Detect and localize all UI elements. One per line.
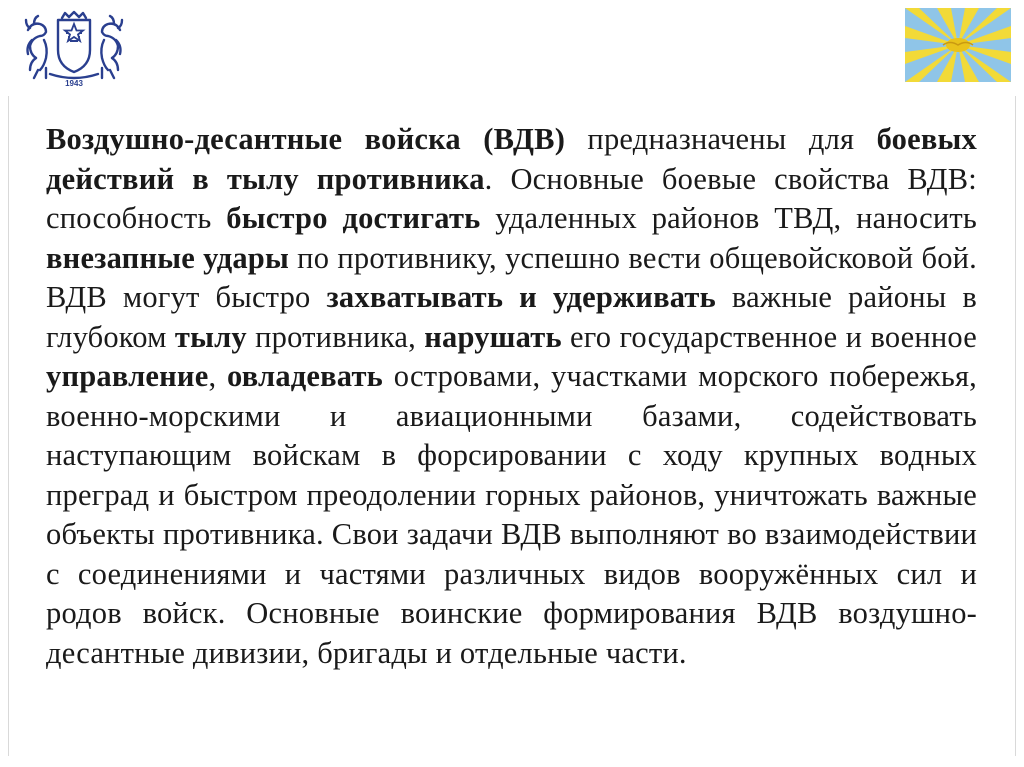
text-segment: предназначены для: [565, 122, 877, 156]
term-capture-hold: захватывать и удерживать: [326, 280, 716, 314]
term-vdv: Воздушно-десантные войска (ВДВ): [46, 122, 566, 156]
text-segment: островами, участками морского побережья, военно-морскими и авиационными базами, содействовать наступающим войскам в форсировании с ходу крупных водных преград и быстром преодолении горных районов, уничтожать важные объекты противника. Свои задачи ВДВ выполняют во взаимодействии с соединениями и частями различных видов вооружённых сил и родов войск. Основные воинские формирования ВДВ воздушно-десантные дивизии, бригады и отдельные части.: [46, 359, 977, 670]
term-reach-quickly: быстро достигать: [226, 201, 481, 235]
text-segment: его государственное и военное: [561, 319, 977, 354]
main-paragraph: [46, 120, 977, 673]
text-segment: удаленных районов ТВД, наносить: [480, 201, 978, 235]
vdv-flag-icon: [905, 8, 1011, 82]
text-segment: противника,: [246, 319, 425, 354]
term-seize: овладевать: [227, 359, 383, 393]
term-command: управление: [46, 359, 209, 393]
university-crest-icon: [22, 10, 126, 90]
slide-right-rule: [1015, 96, 1016, 756]
term-surprise-strikes: внезапные удары: [46, 240, 289, 275]
text-segment: по противнику, успешно вести общевойсковой бой. ВДВ могут быстро: [46, 240, 978, 314]
text-segment: ,: [208, 359, 228, 393]
text-segment: важные районы в глубоком: [46, 280, 977, 354]
term-disrupt: нарушать: [424, 319, 562, 354]
logo-year: 1943: [65, 79, 83, 88]
slide-left-rule: [8, 96, 9, 756]
text-segment: . Основные боевые свойства ВДВ: способность: [46, 161, 977, 235]
term-rear: тылу: [174, 319, 247, 354]
term-combat-actions: боевых действий в тылу противника: [46, 122, 977, 196]
